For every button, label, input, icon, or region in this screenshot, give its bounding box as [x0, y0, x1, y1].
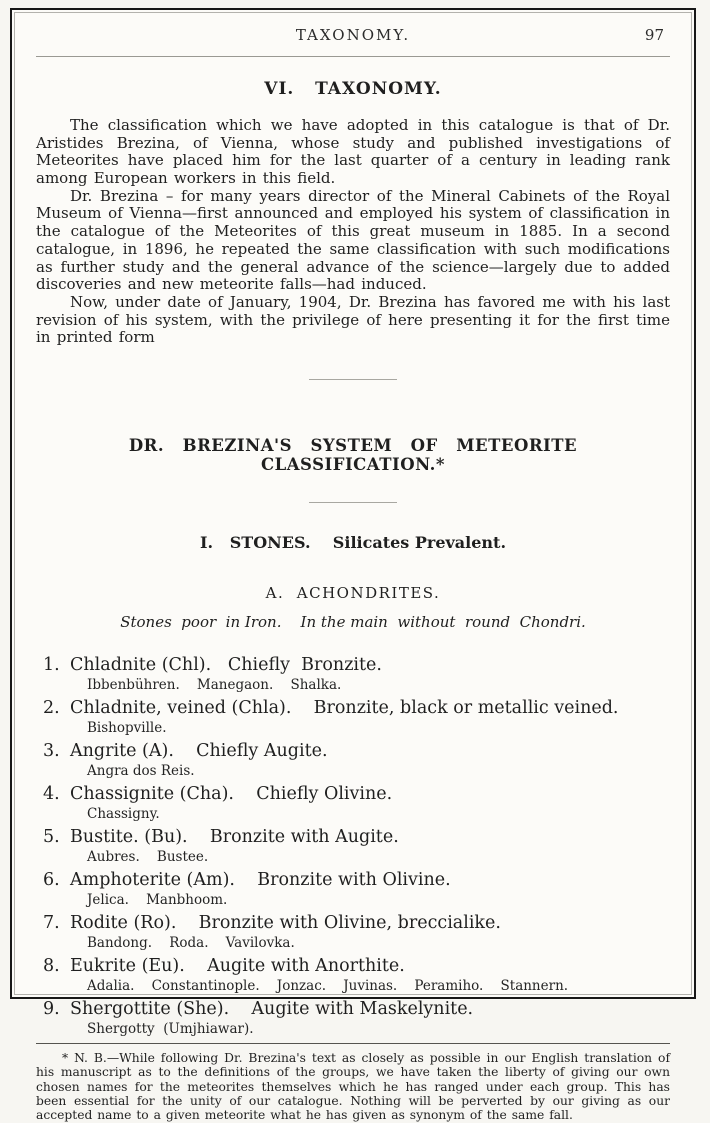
running-title: TAXONOMY.: [295, 26, 411, 44]
list-item-main: [36, 913, 670, 933]
item-title: Rodite (Ro). Bronzite with Olivine, breccialike.: [70, 912, 501, 933]
list-item: [36, 784, 670, 822]
chapter-heading: VI. TAXONOMY.: [264, 79, 442, 99]
list-item-main: [36, 698, 670, 718]
section-title: DR. BREZINA'S SYSTEM OF METEORITE CLASSIFICATION.*: [128, 435, 596, 474]
footnote: * N. B.—While following Dr. Brezina's text as closely as possible in our English translation of his manuscript as to the definitions of the groups, we have taken the liberty of giving our own chosen names for the meteorites themselves which he has ranged under each group. This has been essential for the unity of our catalogue. Nothing will be perverted by our giving as our accepted name to a given meteorite what he has given as synonym of the same fall.: [36, 1050, 670, 1123]
list-item-main: [36, 784, 670, 804]
list-item-main: [36, 741, 670, 761]
item-title: Shergottite (She). Augite with Maskelynite.: [70, 998, 474, 1019]
item-examples: Chassigny.: [87, 805, 160, 822]
header-rule: [36, 56, 670, 57]
item-examples: Jelica. Manbhoom.: [87, 891, 228, 908]
list-item-main: [36, 870, 670, 890]
divider-short-top: [309, 379, 397, 380]
list-item: [36, 741, 670, 779]
page-content: [36, 20, 670, 1123]
list-item: [36, 913, 670, 951]
item-title: Amphoterite (Am). Bronzite with Olivine.: [70, 869, 451, 890]
intro-paragraph-3: Now, under date of January, 1904, Dr. Brezina has favored me with his last revision of his system, with the privilege of here presenting it for the first time in printed form: [36, 292, 670, 347]
list-item: [36, 698, 670, 736]
list-item-main: [36, 999, 670, 1019]
item-number: 8.: [43, 955, 60, 976]
item-title: Angrite (A). Chiefly Augite.: [70, 740, 328, 761]
item-number: 7.: [43, 912, 60, 933]
item-number: 3.: [43, 740, 60, 761]
page-number: 97: [644, 26, 664, 44]
item-title: Eukrite (Eu). Augite with Anorthite.: [70, 955, 405, 976]
divider-short-under-title: [309, 502, 397, 503]
list-item: [36, 870, 670, 908]
item-examples: Ibbenbühren. Manegaon. Shalka.: [87, 676, 342, 693]
item-title: Chladnite (Chl). Chiefly Bronzite.: [70, 654, 382, 675]
page-frame: [10, 8, 696, 1123]
classification-list: [36, 655, 670, 1037]
running-header: [36, 26, 670, 48]
item-examples: Bandong. Roda. Vavilovka.: [87, 934, 295, 951]
item-number: 4.: [43, 783, 60, 804]
item-examples: Bishopville.: [87, 719, 167, 736]
item-examples: Angra dos Reis.: [87, 762, 195, 779]
list-item: [36, 956, 670, 994]
list-item: [36, 827, 670, 865]
intro-section: [36, 117, 670, 347]
item-examples: Shergotty (Umjhiawar).: [87, 1020, 254, 1037]
item-examples: Aubres. Bustee.: [87, 848, 209, 865]
intro-paragraph-1: The classification which we have adopted in this catalogue is that of Dr. Aristides Brezina, of Vienna, whose study and published investigations of Meteorites have placed him for the last quarter of a century in leading rank among European workers in this field.: [36, 116, 670, 188]
footnote-rule: [36, 1043, 670, 1044]
group-motto: Stones poor in Iron. In the main without round Chondri.: [120, 612, 586, 631]
item-title: Chassignite (Cha). Chiefly Olivine.: [70, 783, 393, 804]
item-title: Bustite. (Bu). Bronzite with Augite.: [70, 826, 399, 847]
list-item: [36, 999, 670, 1037]
group-heading-achondrites: A. ACHONDRITES.: [265, 583, 441, 602]
item-number: 1.: [43, 654, 60, 675]
item-examples: Adalia. Constantinople. Jonzac. Juvinas. Peramiho. Stannern.: [87, 977, 569, 994]
item-number: 2.: [43, 697, 60, 718]
list-item: [36, 655, 670, 693]
item-number: 5.: [43, 826, 60, 847]
item-number: 6.: [43, 869, 60, 890]
list-item-main: [36, 827, 670, 847]
list-item-main: [36, 655, 670, 675]
item-title: Chladnite, veined (Chla). Bronzite, black or metallic veined.: [70, 697, 619, 718]
list-item-main: [36, 956, 670, 976]
intro-paragraph-2: Dr. Brezina – for many years director of the Mineral Cabinets of the Royal Museum of Vienna—first announced and employed his system of classification in the catalogue of the Meteorites of this great museum in 1885. In a second catalogue, in 1896, he repeated the same classification with such modifications as further study and the general advance of the science—largely due to added discoveries and new meteorite falls—had induced.: [36, 186, 670, 294]
class-heading-stones: I. STONES. Silicates Prevalent.: [199, 532, 507, 552]
item-number: 9.: [43, 998, 60, 1019]
